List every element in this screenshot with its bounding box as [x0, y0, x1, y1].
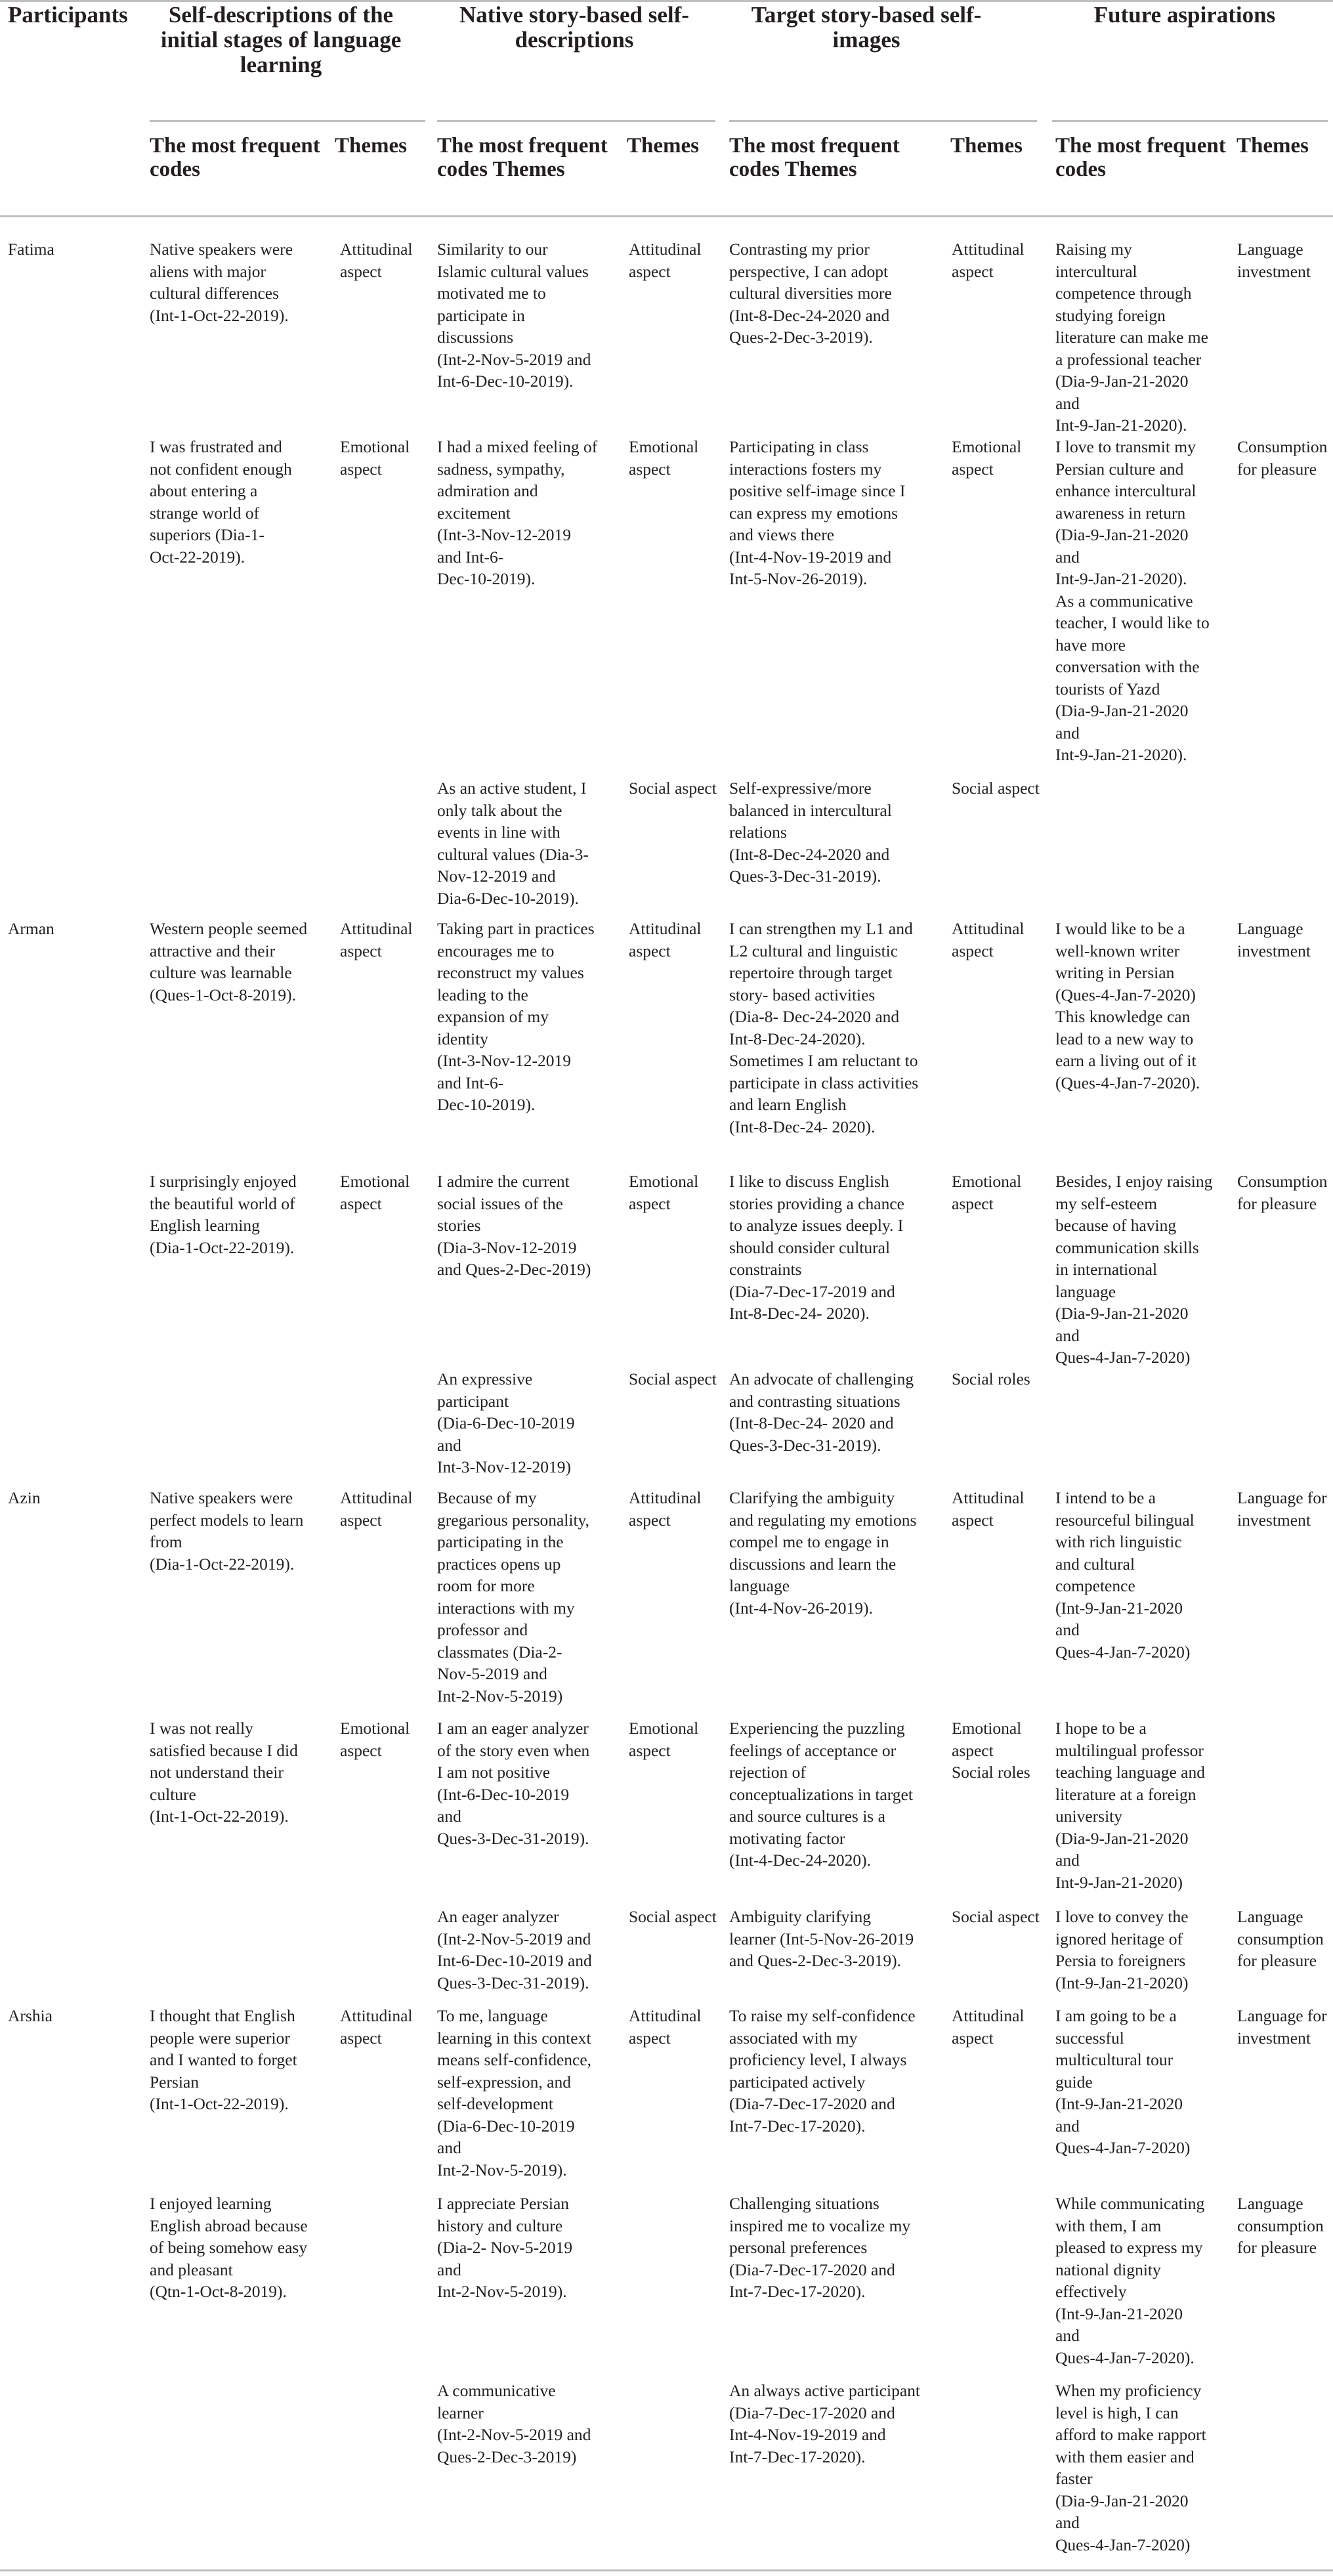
theme-native: Emotional aspect [629, 437, 699, 479]
subheader-codes-1: The most frequent codes [150, 134, 320, 181]
group-rule-3 [729, 120, 1037, 122]
theme-initial: Attitudinal aspect [340, 919, 413, 960]
code-native: Taking part in practices encourages me to reconstruct my values leading to the expansion of my identity (Int-3-Nov-12-2019 and Int-6- Dec-10-2019). [437, 919, 595, 1114]
code-target: Self-expressive/more balanced in intercultural relations (Int-8-Dec-24-2020 and Ques-3-Dec-31-2019). [729, 779, 892, 886]
code-initial: I thought that English people were superior and I wanted to forget Persian (Int-1-Oct-22-2019). [150, 2006, 297, 2113]
participant-name: Arshia [8, 2006, 53, 2025]
code-native: I admire the current social issues of the stories (Dia-3-Nov-12-2019 and Ques-2-Dec-2019) [437, 1172, 591, 1279]
code-future: Besides, I enjoy raising my self-esteem because of having communication skills in international language (Dia-9-Jan-21-2020 and Ques-4-Jan-7-2020) [1055, 1172, 1213, 1367]
code-target: Contrasting my prior perspective, I can adopt cultural diversities more (Int-8-Dec-24-2020 and Ques-2-Dec-3-2019). [729, 240, 892, 347]
header-initial-stages: Self-descriptions of the initial stages of language learning [160, 2, 402, 77]
code-target: I like to discuss English stories providing a chance to analyze issues deeply. I should consider cultural constraints (Dia-7-Dec-17-2019 and Int-8-Dec-24- 2020). [729, 1172, 904, 1323]
participant-name: Azin [8, 1488, 41, 1507]
code-target: I can strengthen my L1 and L2 cultural and linguistic repertoire through target story- based activities (Dia-8- Dec-24-2020 and Int-8-Dec-24-2020). Sometimes I am reluctant to participate in class activities and learn English (Int-8-Dec-24- 2020). [729, 919, 919, 1136]
theme-target: Attitudinal aspect [952, 1488, 1025, 1530]
theme-native: Social aspect [629, 1369, 717, 1388]
theme-native: Attitudinal aspect [629, 919, 702, 960]
subheader-codes-4: The most frequent codes [1055, 134, 1226, 181]
code-native: I am an eager analyzer of the story even when I am not positive (Int-6-Dec-10-2019 and Ques-3-Dec-31-2019). [437, 1719, 590, 1848]
group-rule-4 [1052, 120, 1328, 122]
code-future: I love to transmit my Persian culture and enhance intercultural awareness in return (Dia-9-Jan-21-2020 and Int-9-Jan-21-2020). As a communicative teacher, I would like to have more conversation with the tourists of Yazd (Dia-9-Jan-21-2020 and Int-9-Jan-21-2020). [1055, 437, 1210, 764]
code-native: An expressive participant (Dia-6-Dec-10-2019 and Int-3-Nov-12-2019) [437, 1369, 575, 1476]
header-future-aspirations: Future aspirations [1093, 2, 1276, 28]
group-rule-1 [150, 120, 425, 122]
theme-initial: Attitudinal aspect [340, 1488, 413, 1530]
code-native: As an active student, I only talk about the events in line with cultural values (Dia-3- Nov-12-2019 and Dia-6-Dec-10-2019). [437, 779, 589, 908]
header-target-story: Target story-based self-images [751, 2, 982, 53]
code-native: Because of my gregarious personality, participating in the practices opens up room for more interactions with my professor and classmates (Dia-2- Nov-5-2019 and Int-2-Nov-5-2019) [437, 1488, 590, 1706]
theme-initial: Attitudinal aspect [340, 2006, 413, 2048]
theme-target: Attitudinal aspect [952, 2006, 1025, 2048]
header-participants: Participants [8, 2, 128, 28]
theme-initial: Attitudinal aspect [340, 240, 413, 281]
code-future: While communicating with them, I am pleased to express my national dignity effectively (Int-9-Jan-21-2020 and Ques-4-Jan-7-2020). [1055, 2194, 1205, 2367]
theme-future: Language investment [1237, 240, 1311, 281]
participant-name: Arman [8, 919, 54, 938]
theme-future: Language for investment [1237, 2006, 1327, 2048]
code-initial: I surprisingly enjoyed the beautiful world of English learning (Dia-1-Oct-22-2019). [150, 1172, 297, 1257]
code-future: I am going to be a successful multicultural tour guide (Int-9-Jan-21-2020 and Ques-4-Jan-7-2020) [1055, 2006, 1191, 2157]
theme-future: Consumption for pleasure [1237, 437, 1328, 479]
header-rule [0, 215, 1333, 217]
theme-target: Attitudinal aspect [952, 919, 1025, 960]
theme-native: Social aspect [629, 1907, 717, 1926]
theme-native: Emotional aspect [629, 1172, 699, 1213]
code-future: I love to convey the ignored heritage of Persia to foreigners (Int-9-Jan-21-2020) [1055, 1907, 1189, 1992]
theme-native: Social aspect [629, 779, 717, 798]
theme-future: Language for investment [1237, 1488, 1327, 1530]
subheader-codes-2: The most frequent codes Themes [437, 134, 608, 181]
code-future: I would like to be a well-known writer writing in Persian (Ques-4-Jan-7-2020) This knowledge can lead to a new way to earn a living out of it (Ques-4-Jan-7-2020). [1055, 919, 1200, 1092]
theme-initial: Emotional aspect [340, 1172, 410, 1213]
theme-target: Social aspect [952, 1907, 1040, 1926]
code-initial: I was frustrated and not confident enough about entering a strange world of superiors (Dia-1- Oct-22-2019). [150, 437, 292, 567]
code-native: An eager analyzer (Int-2-Nov-5-2019 and Int-6-Dec-10-2019 and Ques-3-Dec-31-2019). [437, 1907, 592, 1992]
code-initial: I was not really satisfied because I did not understand their culture (Int-1-Oct-22-2019). [150, 1719, 298, 1826]
theme-future: Language consumption for pleasure [1237, 2194, 1324, 2257]
theme-native: Emotional aspect [629, 1719, 699, 1760]
code-target: To raise my self-confidence associated with my proficiency level, I always participated actively (Dia-7-Dec-17-2020 and Int-7-Dec-17-2020). [729, 2006, 916, 2136]
theme-initial: Emotional aspect [340, 437, 410, 479]
code-target: An always active participant (Dia-7-Dec-17-2020 and Int-4-Nov-19-2019 and Int-7-Dec-17-2020). [729, 2381, 921, 2466]
theme-native: Attitudinal aspect [629, 1488, 702, 1530]
theme-native: Attitudinal aspect [629, 240, 702, 281]
code-initial: Native speakers were aliens with major cultural differences (Int-1-Oct-22-2019). [150, 240, 293, 325]
code-target: Participating in class interactions fosters my positive self-image since I can express my emotions and views there (Int-4-Nov-19-2019 and Int-5-Nov-26-2019). [729, 437, 906, 588]
code-initial: I enjoyed learning English abroad because of being somehow easy and pleasant (Qtn-1-Oct-8-2019). [150, 2194, 308, 2301]
bottom-rule [0, 2569, 1333, 2571]
theme-target: Social aspect [952, 779, 1040, 798]
theme-target: Emotional aspect Social roles [952, 1719, 1030, 1782]
code-future: Raising my intercultural competence through studying foreign literature can make me a professional teacher (Dia-9-Jan-21-2020 and Int-9-Jan-21-2020). [1055, 240, 1208, 435]
subheader-themes-2: Themes [627, 134, 699, 158]
theme-future: Language consumption for pleasure [1237, 1907, 1324, 1970]
theme-target: Attitudinal aspect [952, 240, 1025, 281]
code-target: An advocate of challenging and contrasting situations (Int-8-Dec-24- 2020 and Ques-3-Dec-31-2019). [729, 1369, 914, 1455]
code-native: A communicative learner (Int-2-Nov-5-2019 and Ques-2-Dec-3-2019) [437, 2381, 591, 2466]
subheader-themes-1: Themes [335, 134, 407, 158]
code-target: Ambiguity clarifying learner (Int-5-Nov-26-2019 and Ques-2-Dec-3-2019). [729, 1907, 914, 1970]
code-future: I intend to be a resourceful bilingual with rich linguistic and cultural competence (Int-9-Jan-21-2020 and Ques-4-Jan-7-2020) [1055, 1488, 1195, 1662]
code-initial: Native speakers were perfect models to learn from (Dia-1-Oct-22-2019). [150, 1488, 304, 1574]
theme-target: Social roles [952, 1369, 1030, 1388]
theme-native: Attitudinal aspect [629, 2006, 702, 2048]
header-native-story: Native story-based self- descriptions [459, 2, 689, 53]
group-rule-2 [437, 120, 715, 122]
subheader-themes-3: Themes [950, 134, 1023, 158]
code-target: Challenging situations inspired me to vocalize my personal preferences (Dia-7-Dec-17-2020 and Int-7-Dec-17-2020). [729, 2194, 911, 2301]
theme-target: Emotional aspect [952, 437, 1022, 479]
code-native: To me, language learning in this context means self-confidence, self-expression, and self-development (Dia-6-Dec-10-2019 and Int-2-Nov-5-2019). [437, 2006, 592, 2179]
subheader-codes-3: The most frequent codes Themes [729, 134, 900, 181]
participant-name: Fatima [8, 240, 54, 259]
theme-future: Consumption for pleasure [1237, 1172, 1328, 1213]
code-native: I appreciate Persian history and culture (Dia-2- Nov-5-2019 and Int-2-Nov-5-2019). [437, 2194, 573, 2301]
theme-initial: Emotional aspect [340, 1719, 410, 1760]
code-future: When my proficiency level is high, I can afford to make rapport with them easier and faster (Dia-9-Jan-21-2020 and Ques-4-Jan-7-2020) [1055, 2381, 1206, 2554]
code-native: I had a mixed feeling of sadness, sympathy, admiration and excitement (Int-3-Nov-12-2019 and Int-6- Dec-10-2019). [437, 437, 598, 588]
theme-future: Language investment [1237, 919, 1311, 960]
code-target: Experiencing the puzzling feelings of acceptance or rejection of conceptualizations in target and source cultures is a motivating factor (Int-4-Dec-24-2020). [729, 1719, 913, 1870]
subheader-themes-4: Themes [1237, 134, 1309, 158]
code-target: Clarifying the ambiguity and regulating my emotions compel me to engage in discussions and learn the language (Int-4-Nov-26-2019). [729, 1488, 917, 1618]
code-initial: Western people seemed attractive and their culture was learnable (Ques-1-Oct-8-2019). [150, 919, 308, 1004]
code-future: I hope to be a multilingual professor teaching language and literature at a foreign university (Dia-9-Jan-21-2020 and Int-9-Jan-21-2020) [1055, 1719, 1205, 1892]
theme-target: Emotional aspect [952, 1172, 1022, 1213]
code-native: Similarity to our Islamic cultural values motivated me to participate in discussions (Int-2-Nov-5-2019 and Int-6-Dec-10-2019). [437, 240, 591, 391]
